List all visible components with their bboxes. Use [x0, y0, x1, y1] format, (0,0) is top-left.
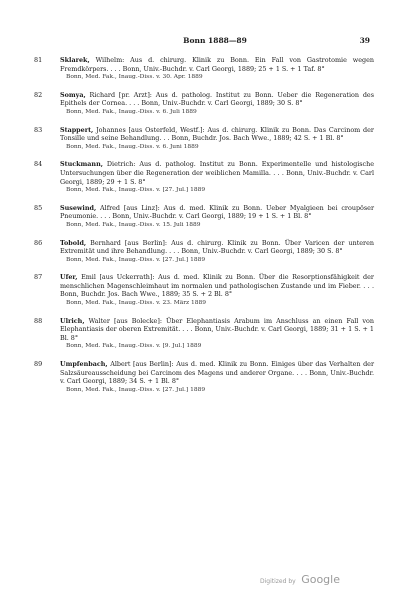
entry-reference: Bonn, Med. Fak., Inaug.-Diss. v. [27. Jul.] 1889 [66, 386, 206, 393]
list-item [34, 317, 374, 351]
entry-reference: Bonn, Med. Fak., Inaug.-Diss. v. [27. Jul.] 1889 [66, 256, 206, 263]
entry-number: 85 [34, 203, 43, 212]
list-item [34, 360, 374, 394]
entry-text: Walter [aus Bolecke]: Über Elephantiasis Arabum im Anschluss an einen Fall von Elephantiasis der oberen Extremität. . . . Bonn, Univ.-Buchdr. v. Carl Georgi, 1889; 31 + 1 S. + 1 Bl. 8° [60, 316, 374, 342]
entry-body [60, 317, 374, 343]
entry-reference: Bonn, Med. Fak., Inaug.-Diss. v. [27. Jul.] 1889 [66, 187, 206, 194]
entry-number: 86 [34, 238, 43, 247]
entry-reference: Bonn, Med. Fak., Inaug.-Diss. v. 15. Juli 1889 [66, 221, 201, 228]
entry-list [34, 56, 374, 403]
author-name: Umpfenbach, [60, 360, 108, 369]
entry-text: Emil [aus Uckerrath]: Aus d. med. Klinik zu Bonn. Über die Resorptionsfähigkeit der menschlichen Magenschleimhaut im normalen und pathologischen Zustande und im Fieber. . . . Bonn, Buchdr. Jos. Bach Wwe., 1889; 35 S. + 2 Bl. 8° [60, 273, 374, 299]
entry-text: Albert [aus Berlin]: Aus d. med. Klinik zu Bonn. Einiges über das Verhalten der Salzsäureausscheidung bei Carcinom des Magens und anderer Organe. . . . Bonn, Univ.-Buchdr. v. Carl Georgi, 1889; 34 S. + 1 Bl. 8° [60, 360, 374, 386]
entry-body [60, 56, 374, 73]
entry-body [60, 204, 374, 221]
list-item [34, 91, 374, 117]
entry-text: Wilhelm: Aus d. chirurg. Klinik zu Bonn. Ein Fall von Gastrotomie wegen Fremdkörpers. . . . Bonn, Univ.-Buchdr. v. Carl Georgi, 1889; 25 + 1 S. + 1 Taf. 8° [60, 56, 374, 73]
author-name: Ulrich, [60, 316, 85, 325]
entry-text: Richard [pr. Arzt]: Aus d. patholog. Institut zu Bonn. Ueber die Regeneration des Epithels der Cornea. . . . Bonn, Univ.-Buchdr. v. Carl Georgi, 1889; 30 S. 8° [60, 90, 374, 108]
entry-body [60, 273, 374, 299]
list-item [34, 204, 374, 230]
list-item [34, 239, 374, 265]
entry-body [60, 126, 374, 143]
author-name: Ufer, [60, 273, 78, 282]
author-name: Tobold, [60, 238, 87, 247]
entry-body [60, 360, 374, 386]
entry-reference: Bonn, Med. Fak., Inaug.-Diss. v. 23. März 1889 [66, 300, 207, 307]
list-item [34, 126, 374, 152]
list-item [34, 160, 374, 194]
entry-number: 81 [34, 56, 43, 64]
author-name: Stuckmann, [60, 160, 103, 169]
entry-reference: Bonn, Med. Fak., Inaug.-Diss. v. 30. Apr. 1889 [66, 74, 203, 81]
author-name: Susewind, [60, 203, 97, 212]
entry-text: Bernhard [aus Berlin]: Aus d. chirurg. Klinik zu Bonn. Über Varicen der unteren Extremität und ihre Behandlung. . . . Bonn, Univ.-Buchdr. v. Carl Georgi, 1889; 30 S. 8° [60, 238, 374, 256]
entry-number: 82 [34, 90, 43, 99]
author-name: Sklarek, [60, 56, 90, 64]
list-item [34, 56, 374, 82]
watermark-brand: Google [301, 573, 340, 586]
entry-body [60, 160, 374, 186]
entry-reference: Bonn, Med. Fak., Inaug.-Diss. v. [9. Jul.] 1889 [66, 343, 202, 350]
entry-number: 88 [34, 316, 43, 325]
entry-body [60, 239, 374, 256]
page-number: 39 [359, 36, 370, 45]
entry-number: 84 [34, 160, 43, 169]
entry-reference: Bonn, Med. Fak., Inaug.-Diss. v. 6. Juli 1889 [66, 108, 197, 115]
author-name: Somya, [60, 90, 86, 99]
entry-body [60, 91, 374, 108]
entry-number: 87 [34, 273, 43, 282]
entry-number: 83 [34, 125, 43, 134]
watermark-prefix: Digitized by [260, 578, 296, 585]
entry-text: Johannes [aus Osterfeld, Westf.]: Aus d. chirurg. Klinik zu Bonn. Das Carcinom der Tonsille und seine Behandlung. . . Bonn, Buchdr. Jos. Bach Wwe., 1889; 42 S. + 1 Bl. 8° [60, 125, 374, 143]
digitization-watermark [260, 573, 340, 586]
entry-reference: Bonn, Med. Fak., Inaug.-Diss. v. 6. Juni 1889 [66, 143, 199, 150]
running-title: Bonn 1888—89 [183, 36, 247, 45]
entry-text: Dietrich: Aus d. patholog. Institut zu Bonn. Experimentelle und histologische Untersuchungen über die Regeneration der weiblichen Mamilla. . . . Bonn, Univ.-Buchdr. v. Carl Georgi, 1889; 29 + 1 S. 8° [60, 160, 374, 186]
entry-number: 89 [34, 360, 43, 369]
author-name: Stappert, [60, 125, 94, 134]
entry-text: Alfred [aus Linz]: Aus d. med. Klinik zu Bonn. Ueber Myalgieen bei croupöser Pneumonie. . . . Bonn, Univ.-Buchdr. v. Carl Georgi, 1889; 19 + 1 S. + 1 Bl. 8° [60, 203, 374, 221]
list-item [34, 273, 374, 307]
page-header [60, 36, 370, 48]
